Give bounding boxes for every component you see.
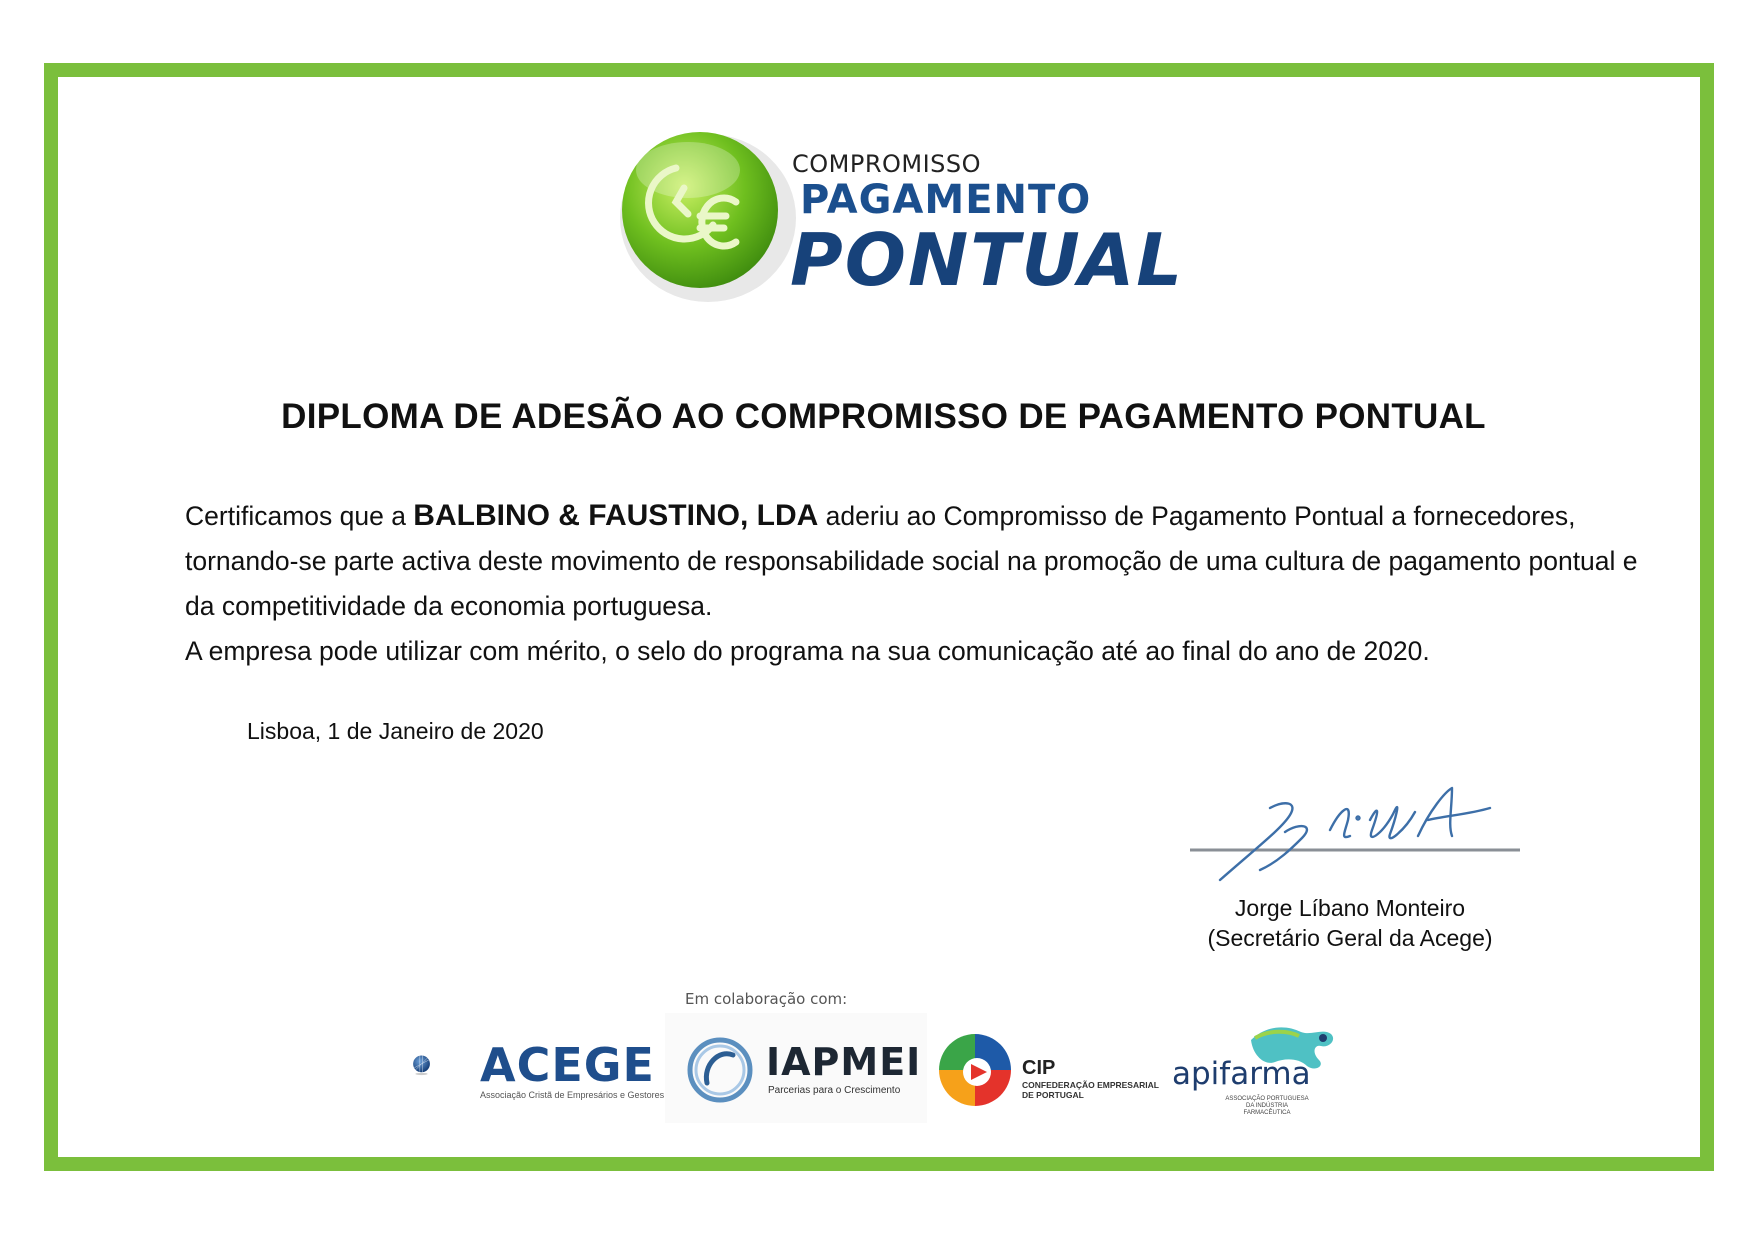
handwritten-signature [1190,770,1520,900]
signer-name: Jorge Líbano Monteiro [1234,895,1466,921]
paragraph-1-rest: aderiu ao Compromisso de Pagamento Pontual a fornecedores, tornando-se parte activa deste movimento de responsabilidade social na promoção de uma cultura de pagamento pontual e da competitividade da economia portuguesa. [185,501,1638,621]
signer-block [1160,893,1540,953]
cip-subtitle [1022,1080,1159,1100]
apifarma-subtitle: ASSOCIAÇÃO PORTUGUESA DA INDÚSTRIA FARMACÊUTICA [1225,1096,1309,1116]
apifarma-name: apifarma [1172,1056,1311,1092]
signer-role: (Secretário Geral da Acege) [1207,925,1493,951]
iapmei-logo-icon [685,1035,755,1105]
cip-subtitle-line-1: CONFEDERAÇÃO EMPRESARIAL [1022,1080,1159,1090]
cip-subtitle-line-2: DE PORTUGAL [1022,1090,1084,1100]
collaboration-label: Em colaboração com: [685,990,848,1008]
place-date: Lisboa, 1 de Janeiro de 2020 [247,718,544,744]
logo-line-compromisso: COMPROMISSO [792,150,982,178]
acege-name: ACEGE [480,1038,655,1092]
logo-line-pontual: PONTUAL [790,218,1185,302]
iapmei-subtitle: Parcerias para o Crescimento [768,1085,901,1096]
cip-name: CIP [1022,1057,1056,1079]
acege-subtitle: Associação Cristã de Empresários e Gestores [480,1090,665,1100]
iapmei-name: IAPMEI [766,1040,922,1084]
company-name: BALBINO & FAUSTINO, LDA [413,499,819,532]
certificate-body [185,493,1665,674]
certificate-paragraph-2: A empresa pode utilizar com mérito, o selo do programa na sua comunicação até ao final do ano de 2020. [185,636,1430,666]
diploma-title: DIPLOMA DE ADESÃO AO COMPROMISSO DE PAGAMENTO PONTUAL [281,397,1486,436]
cip-logo-icon [935,1030,1015,1110]
logo-line-pagamento: PAGAMENTO [800,177,1092,223]
certificate-paragraph-1 [185,493,1665,629]
acege-logo-icon [412,1025,482,1105]
intro-text: Certificamos que a [185,501,414,531]
